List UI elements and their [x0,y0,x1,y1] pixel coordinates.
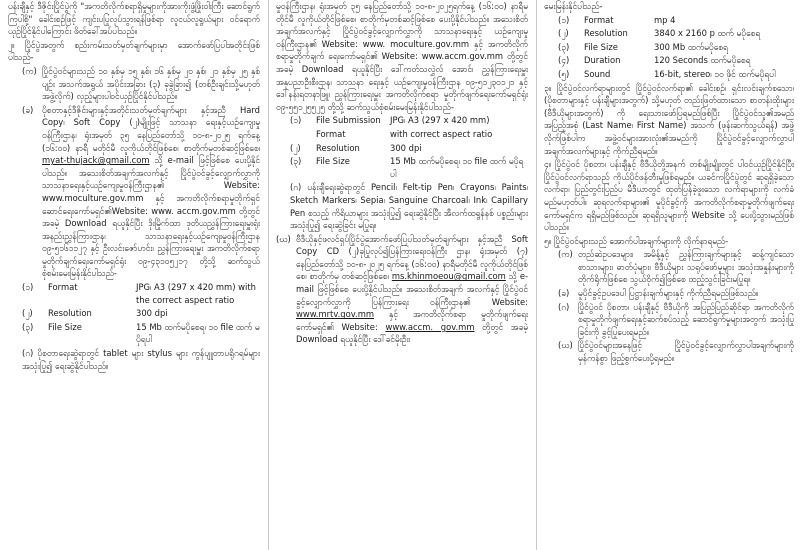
section-4-paragraph: ၄။ ပြိုင်ပွဲဝင် ပိုစတာ၊ ပန်းချီနှင့် ဗီဒီယိုတို့အနက် တစ်မျိုးမျိုးတွင် ပါဝင်ယှဉ်ပြိုင်နိုင်ပြီး ပြိုင်ပွဲဝင်လက်ရာသည် ကိုယ်ပိုင်ဖန်တီးမှုဖြစ်ရမည်။ ယခင်ကပြိုင်ပွဲတွင် ဆုရရှိခဲ့သော လက်ရာ၊ ပြည်တွင်းပြည်ပ မီဒီယာတွင် ထုတ်ပြန်ခဲ့ဖူးသော လက်ရာများကို လက်ခံမည်မဟုတ်ပါ။ ဆုရလက်ရာများ၏ မူပိုင်ခွင့်ကို အကတိလိုက်စရာမှုတိုက်ဖျက်ရေး ကော်မရှင်က ရရှိမည်ဖြစ်သည်။ ဆုရရှိသူများကို Website သို့ ပေးပို့သွားမည်ဖြစ်ပါသည်။ [544,159,794,233]
item-number: (က) [558,249,573,260]
section-5-heading: ၅။ ပြိုင်ပွဲဝင်များသည် အောက်ပါအချက်များကို လိုက်နာရမည်- [544,235,729,246]
section-2-heading: ၂။ ပြိုင်ပွဲအတွက် စည်းကမ်းသတ်မှတ်ချက်များမှာ အောက်ဖော်ပြပါအတိုင်းဖြစ်ပါသည်- [8,39,260,63]
spec-row [8,281,260,306]
spec-value: JPG၊ A3 (297 x 420 mm) [390,115,490,126]
column-1 [8,0,260,550]
list-item [544,301,794,339]
spec-key: File Size [316,156,350,167]
spec-number: (၅) [558,68,570,79]
item-text-part: ဗီဒီယိုနှင့်ဖလင်ရှပ်ပြိုင်ပွဲအောက်ဖော်ပြပါသတ်မှတ်ချက်များ နှင့်အညီ Soft Copy CD (၂)ခုပြုလုပ်၍ပြန်ကြားရေးဝန်ကြီး ဌာန၊ ရုံးအမှတ် (၇) နေပြည်တော်သို့ ၁၀-၈-၂၀၂၅ ရက်နေ့ (၁၆:၀၀) နာရီမတိုင်မီ လူကိုယ်တိုင်ဖြစ်စေ၊ စာတိုက်မှ တစ်ဆင့်ဖြစ်စေ၊ [296,233,528,282]
spec-value: with correct aspect ratio [390,128,493,139]
item-text: ပြိုင်ပွဲဝင်များအနေဖြင့် ပြိုင်ပွဲဝင်ခွင့်လျှောက်လွှာပါအချက်များကို မှန်ကန်စွာ ဖြည့်စွက်ပေးပို့ရမည်။ [578,340,794,364]
spec-row [276,114,528,127]
item-text-part: တို့တွင် အခမဲ့ Download ရယူနိုင်ပြီး ဒေါ်ခင်မိုးဦး၊ [296,321,528,345]
spec-row [544,54,794,67]
continued-paragraph: မေးမြန်းနိုင်ပါသည်- [544,1,603,11]
website-link[interactable]: www.mrtv.gov.mm [296,309,375,320]
spec-value: 15 Mb ထက်မပိုစေရ၊ ၁၀ file ထက် မပိုရပါ [390,156,524,179]
spec-key: Duration [584,55,621,66]
intro-paragraph: ပန်းချီနှင့် ဒီဇိုင်းပြိုင်ပွဲကို "အကတိလိုက်စရာရှိမှုများကိုအားကိုးဖွံ့ဖြိုးဝါးကြီး ဆောင်ရွက်ကြပါစို့" ခေါင်းစဉ်ဖြင့် ကျင်းပပြုလုပ်သွားရန်ဖြစ်ရာ လူငယ်လူရွယ်များ ဝင်ရောက်ယှဉ်ပြိုင်နိုင်ပါကြောင်း ဖိတ်ခေါ်အပ်ပါသည်။ [8,1,260,37]
spec-key: Resolution [48,308,92,319]
spec-key: Sound [584,68,611,79]
item-number: (ခ) [558,288,570,299]
spec-row [544,27,794,40]
website-link[interactable]: www.accm. gov.mm [385,321,475,332]
spec-number: (၂) [22,308,33,319]
item-number: (ဃ) [276,233,291,244]
spec-value: 300 Mb ထက်မပိုစေရ [654,41,728,52]
column-2 [276,0,528,550]
email-link[interactable]: myat-thujack@gmail.com [42,155,150,166]
list-item [544,248,794,286]
item-text: မူပိုင်ခွင့်ဥပဒေပါ ပြဋ္ဌာန်းချက်များနှင့် ကိုက်ညီရမည်ဖြစ်သည်။ [578,288,759,299]
item-number: (ဂ) [558,301,570,312]
spec-row [544,14,794,27]
list-item [544,287,794,300]
item-text [42,104,260,280]
spec-value: 3840 x 2160 p ထက် မပိုစေရ [654,28,761,39]
spec-value: 15 Mb ထက်မပိုစေရ၊ ၁၀ file ထက် မပိုရပါ [136,321,260,345]
column-divider [536,0,537,550]
spec-key: File Size [584,41,618,52]
column-divider [268,0,269,550]
item-text-part: ပိုစတာနှင့်ဒီဇိုင်းများနှင့်အတိုင်းသတ်မှတ်ချက်များ နှင့်အညီ Hard Copy၊ Soft Copy (၂)မျိုးဖြင့် သာသနာ ရေးနှင့်ယဉ်ကျေးမှုဝန်ကြီးဌာန၊ ရုံးအမှတ် ၃၅ နေပြည်တော်သို့ ၁၀-၈-၂၀၂၅ ရက်နေ့ (၁၆:၀၀) နာရီ မတိုင်မီ လူကိုယ်တိုင်ဖြစ်စေ၊ စာတိုက်မှတစ်ဆင့်ဖြစ်စေ၊ [42,104,260,153]
list-item [8,104,260,280]
spec-value: 16-bit, stereo၊ ၁၀ ဖိုင် ထက်မပိုရပါ [654,68,776,79]
spec-key: File Size [48,321,82,332]
column-3 [544,0,794,550]
spec-number [290,128,312,141]
spec-key: Format [316,128,346,139]
spec-key: Format [584,14,614,25]
spec-value: JPG၊ A3 (297 x 420 mm) with the correct aspect ratio [136,282,256,305]
spec-number: (၂) [558,28,569,39]
spec-number: (၃) [290,156,302,167]
item-text: ပြိုင်ပွဲဝင်များသည် ၁၀ နှစ်မှ ၁၅ နှစ်၊ ၁၆ နှစ်မှ ၂၀ နှစ်၊ ၂၁ နှစ်မှ ၂၅ နှစ်ပျဉ်း အသက်အရွယ် အပိုင်းအခြား (၃) ခုခွဲခြား၍ (တစ်ဦးချင်းသို့မဟုတ် အဖွဲ့လိုက်) လှည့်များပါဝင်ယှဉ်ပြိုင်နိုင်ပါသည်။ [42,65,260,102]
spec-key: Resolution [316,142,360,153]
item-number: (က) [22,65,37,76]
spec-number: (၃) [558,41,570,52]
list-item [276,233,528,346]
item-text-part: နှင့် အကတိလိုက်စရာ မှုတိုက်ဖျက်ရေးကော်မရှင်၏ Website: [296,309,528,332]
spec-number: (၃) [22,321,34,332]
list-item [544,339,794,364]
spec-row [544,41,794,54]
spec-value: mp 4 [654,14,676,25]
spec-row [8,321,260,346]
spec-row [276,142,528,155]
spec-key: Resolution [584,28,628,39]
email-link[interactable]: ms.khinmoeou@gmail.com [391,271,506,282]
item-text: ပြိုင်ပွဲဝင် ပိုစတာ၊ ပန်းချီနှင့် ဗီဒီယိုကို အပြည်ပြည်ဆိုင်ရာ အကတိလိုက်စရာမှုတိုက်ဖျက်ရေးနှင့်ဆက်စပ်သည့် ဆောင်ရွက်မှုများအတွက် အသုံးပြုခြင်းကို ခွင့်ပြုပေးရမည်။ [578,301,794,337]
spec-value: 300 dpi [390,142,422,153]
spec-row [8,307,260,320]
spec-row [544,68,794,81]
spec-key: Format [48,282,78,293]
item-number: (ခ) [22,104,34,115]
spec-row [276,128,528,141]
spec-value: 120 Seconds ထက်မပိုစေရ [654,55,751,66]
item-text: တည်ဆဲဥပဒေများ၊ အမိန့်နှင့် ညွှန်ကြားချက်များနှင့် ဆန့်ကျင်သော စာသားများ၊ ဓာတ်ပုံများ၊ ဗီဒီယိုများ သရုပ်ဖော်မှုများ အသုံးအနှုန်းများကို တိုက်ရိုက်ဖြစ်စေ သွယ်ဝိုက်၍ဖြစ်စေ ထည့်သွင်းခြင်းမပြုရ။ [578,249,794,285]
spec-key: File Submission [316,115,381,126]
item-text-part: သို့ e-mail ဖြင့်ဖြစ်စေ ပေးပို့နိုင်ပါသည်။ အသေးစိတ်အချက်အလက်နှင့် ပြိုင်ပွဲဝင်ခွင့်လျှောက်လွှာကို သာသနာရေးနှင့်ယဉ်ကျေးမှုဝန်ကြီးဌာန၏ Website: www.moculture.gov.mm နှင့် အကတိလိုက်စရာမှုတိုက်ရှင်ဆောင်ရေးကော်မရှင်၏Website: www. accm.gov.mm တို့တွင် အခမဲ့ Download ရယူနိုင်ပြီး ဒိုးမြိုက်ထာ ဒုတိယညွှန်ကြားရေးမှူးရုံးအနည်းညွှန်ကြားဌာန၊ သာသနာရေးနှင့်ယဉ်ကျေးမှုဝန်ကြီးဌာန ၀၉-၅၁၆၁၁၂၇ နှင့် ဦးလင်းဇော်ဟင်း၊ ညွှန်ကြားရေးမှူး အကတိလိုက်စရာမှုတိုက်ချက်ရေးကော်မရှင်ရုံး ၀၉-၄၃၁၀၅၂၁၇ တို့သို့ ဆက်သွယ်စုံစမ်းမေးမြန်းနိုင်ပါသည်- [42,155,260,279]
spec-number: (၁) [558,14,570,25]
item-text-part: သို့ e-mail ဖြင့်ဖြစ်စေ ပေးပို့နိုင်ပါသည်။ အသေးစိတ်အချက် အလက်နှင့် ပြိုင်ပွဲဝင်ခွင့်လျှောက်လွှာကို ပြန်ကြားရေး ဝန်ကြီးဌာန၏ Website: [296,271,528,307]
item-g-text: (ဂ) ပိုစတာရေးဆွဲရာတွင် tablet များ stylus များ ကွန်ပျူတာပရိုဂရမ်များ အသုံးပြု၍ ရေးဆွဲနိုင်ပါသည်။ [22,348,260,371]
list-item [8,65,260,103]
section-3-paragraph: ၃။ ပြိုင်ပွဲဝင်လက်ရာများတွင် ပြိုင်ပွဲဝင်လက်ရာ၏ ခေါင်းစဉ်၊ ရှင်းလင်းချက်စသော၊ (ပိုစတာများနှင့် ပန်းချီများအတွက်) သို့မဟုတ် တည်းဖြတ်ထားသော စာတန်းထိုးများ (ဗီဒီယိုများအတွက်) ကို ရေးသားဖော်ပြရမည်ဖြစ်ပြီး ပြိုင်ပွဲဝင်သူ၏အမည်အပြည့်အစုံ (Last Name၊ First Name) အသက် (ဖုန်းဆက်သွယ်ရန်) အဖွဲ့လိုက်ဖြစ်ပါက အဖွဲ့ဝင်များအားလုံး၏အမည်ကို ပြိုင်ပွဲဝင်ခွင့်လျှောက်လွှာပါအချက်အလက်များနှင့် ကိုက်ညီရမည်။ [544,82,794,156]
item-number: (ဃ) [558,340,573,351]
spec-number: (၂) [290,142,301,153]
spec-row [276,155,528,180]
spec-number: (၁) [22,282,34,293]
spec-number: (၄) [558,55,570,66]
spec-number: (၁) [290,115,302,126]
item-g-text: (ဂ) ပန်းချီရေးဆွဲရာတွင် Pencil၊ Felt-tip Pen၊ Crayons၊ Paints၊ Sketch Markers၊ Sepia၊ Sanguine Charcoal၊ Ink၊ Capillary Pen စသည့် ကိရိယာများ အသုံးပြု၍ ရေးဆွဲနိုင်ပြီး အီလက်ထရွန်နစ် ပစ္စည်းများ အသုံးပြု၍ ရေးဆွဲခြင်း မပြုရ။ [290,182,528,231]
item-text [296,233,528,346]
continued-paragraph: မှုဝန်ကြီးဌာန၊ ရုံးအမှတ် ၃၅ နေပြည်တော်သို့ ၁၀-၈-၂၀၂၅ရက်နေ့ (၁၆:၀၀) နာရီမတိုင်မီ လူကိုယ်တိုင်ဖြစ်စေ၊ စာတိုက်မှတစ်ဆင့်ဖြစ်စေ ပေးပို့နိုင်ပါသည်။ အသေးစိတ် အချက်အလက်နှင့် ပြိုင်ပွဲဝင်ခွင့်လျှောက်လွှာကို သာသနာရေးနှင့် ယဉ်ကျေးမှုဝန်ကြီးဌာန၏ Website: www. moculture.gov.mm နှင့် အကတိလိုက်စရာမှုတိုက်ချက် ရေးကော်မရှင်၏ Website: www.accm.gov.mm တို့တွင် အခမဲ့ Download ရယူနိုင်ပြီး ဒေါ်ကတ်သလွှဲလ် အောင်၊ ညွှန်ကြားရေးမှူး အနုပညာဦးစီးဌာန၊ သာသနာ ရေးနှင့် ယဉ်ကျေးမှုဝန်ကြီးဌာန ၀၉-၅၁၂၃၀၁၂၁ နှင့် ဒေါ်နန်းရတနာဖြူ၊ ညွှန်ကြားရေးမှူး အကတိလိုက်စရာ မှုတိုက်ဖျက်ရေးကော်မရှင်ရုံး ၀၉-၅၅၁၂၅၅၂၅ တို့သို့ ဆက်သွယ်စုံစမ်းမေးမြန်းနိုင်ပါသည်- [276,1,528,112]
spec-value: 300 dpi [136,308,168,319]
